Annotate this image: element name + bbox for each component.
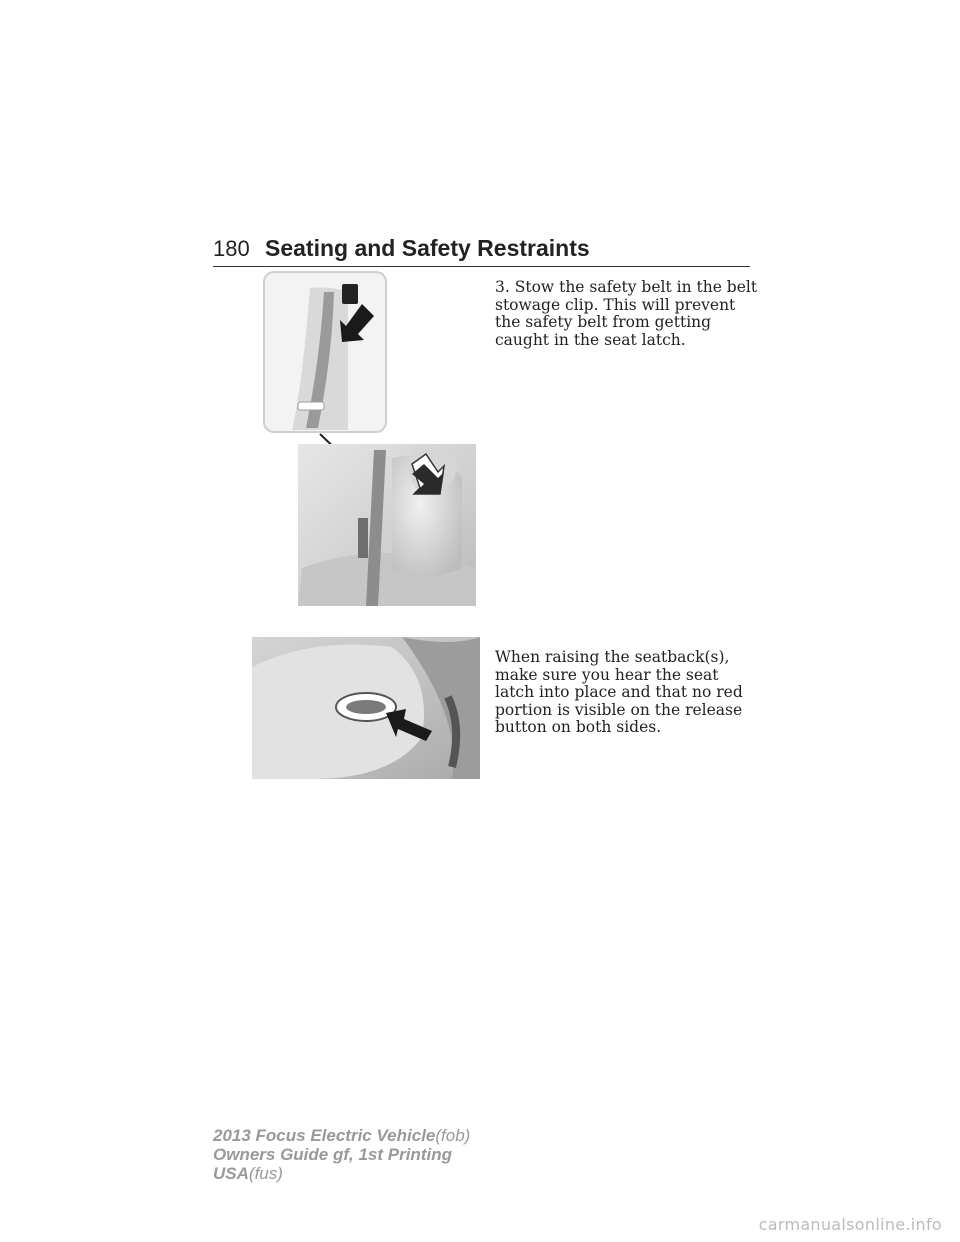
step-3-text: 3. Stow the safety belt in the belt stowage clip. This will prevent the safety belt from getting caught in the seat latch. <box>495 278 758 349</box>
page-number: 180 <box>213 236 250 261</box>
watermark: carmanualsonline.info <box>758 1215 942 1234</box>
footer-edition: Owners Guide gf, 1st Printing <box>213 1145 452 1164</box>
footer-market: USA <box>213 1164 249 1183</box>
seat-latch-illustration <box>252 637 480 779</box>
footer-code-fob: (fob) <box>435 1126 471 1145</box>
page-header <box>213 228 750 267</box>
belt-guide <box>358 518 368 558</box>
latch-slot <box>346 700 386 714</box>
belt-stowage-illustration <box>262 268 480 610</box>
stowage-clip <box>342 284 358 304</box>
inset-latch-guide <box>298 402 324 410</box>
latch-instruction-text: When raising the seatback(s), make sure you hear the seat latch into place and that no red portion is visible on the release button on both sides. <box>495 648 743 736</box>
section-title: Seating and Safety Restraints <box>265 235 590 261</box>
document-footer <box>213 1126 470 1183</box>
footer-title: 2013 Focus Electric Vehicle <box>213 1126 436 1145</box>
footer-code-fus: (fus) <box>248 1164 283 1183</box>
